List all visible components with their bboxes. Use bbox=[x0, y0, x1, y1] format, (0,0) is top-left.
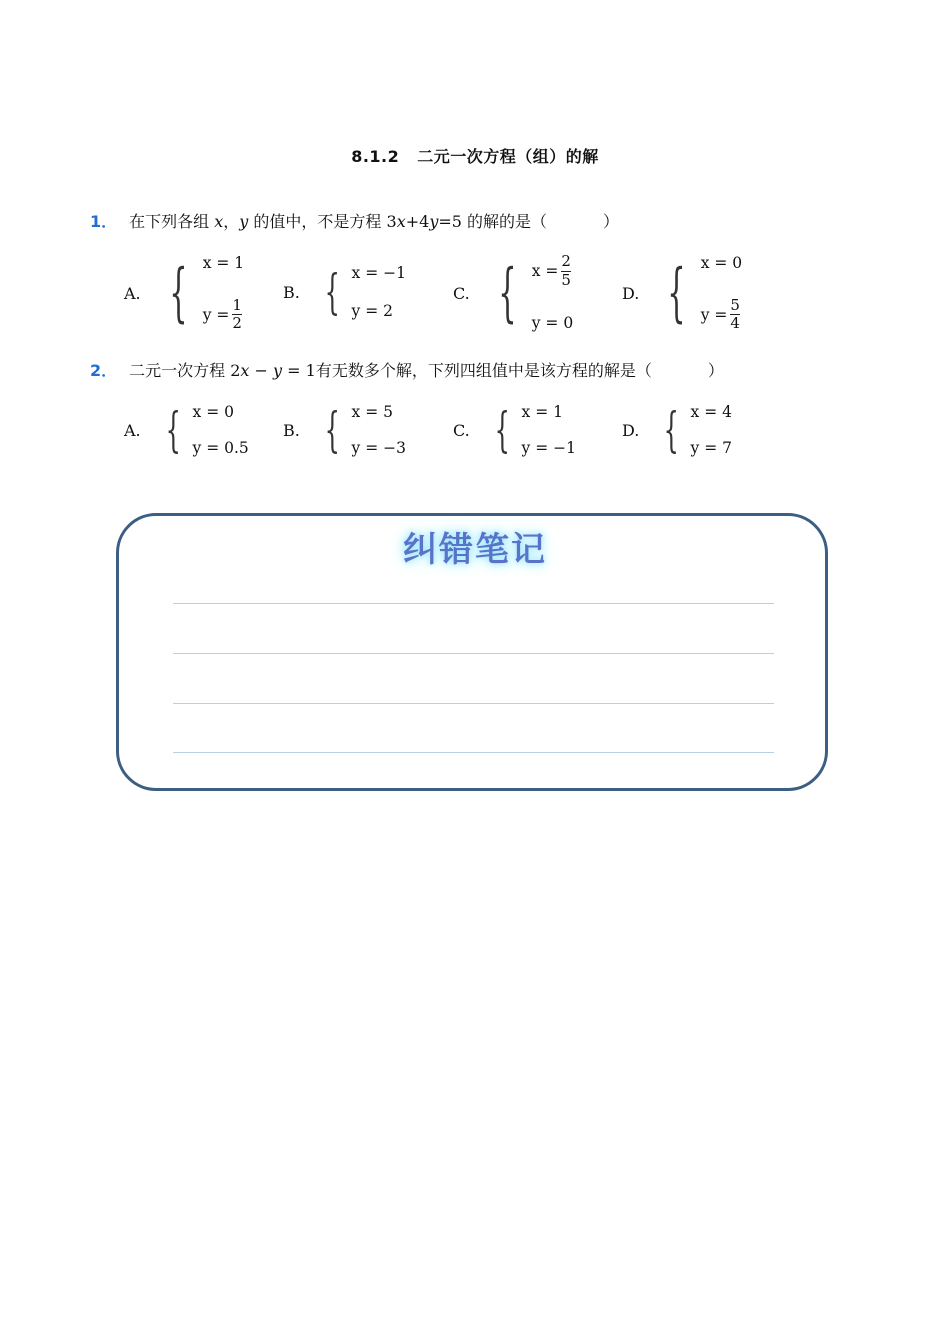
equation-row bbox=[522, 403, 576, 421]
q1-option-b[interactable] bbox=[283, 262, 406, 322]
option-label: D. bbox=[622, 283, 640, 303]
equation-system bbox=[532, 254, 573, 332]
brace-icon: { bbox=[498, 256, 517, 330]
correction-notes-title: 纠错笔记 bbox=[403, 530, 547, 570]
question-text: = 1有无数多个解，下列四组值中是该方程的解是（ bbox=[282, 361, 652, 380]
equation-text: y = bbox=[700, 305, 728, 324]
equation-text: y = 0 bbox=[531, 314, 574, 332]
equation-text: x = 0 bbox=[700, 254, 743, 272]
equation-system bbox=[193, 403, 249, 457]
note-line[interactable] bbox=[173, 603, 774, 604]
equation-row bbox=[202, 295, 244, 333]
question-text: 的值中，不是方程 3 bbox=[248, 212, 397, 231]
fraction bbox=[561, 254, 571, 289]
equation-text: x = 5 bbox=[351, 403, 393, 421]
question-text: =5 的解的是（ bbox=[438, 212, 548, 231]
question-text: 在下列各组 bbox=[129, 212, 215, 231]
question-text: +4 bbox=[405, 212, 430, 231]
equation-row bbox=[532, 254, 573, 289]
denominator: 5 bbox=[561, 270, 571, 289]
option-label: D. bbox=[622, 420, 640, 440]
equation-text: x = 1 bbox=[202, 254, 245, 272]
numerator: 5 bbox=[730, 295, 740, 314]
equation-text: x = −1 bbox=[351, 264, 406, 282]
option-label: B. bbox=[283, 420, 300, 440]
note-line[interactable] bbox=[173, 653, 774, 654]
equation-row bbox=[352, 403, 406, 421]
brace-icon: { bbox=[324, 402, 340, 458]
question-text: ） bbox=[707, 361, 724, 380]
option-label: A. bbox=[124, 420, 141, 440]
q2-option-a[interactable] bbox=[124, 402, 249, 458]
denominator: 4 bbox=[730, 314, 740, 333]
option-label: C. bbox=[453, 420, 470, 440]
equation-row bbox=[193, 439, 249, 457]
var-x: x bbox=[214, 212, 224, 231]
equation-row bbox=[532, 314, 573, 332]
question-number: 2． bbox=[90, 361, 118, 380]
equation-row bbox=[352, 302, 406, 320]
var-y: y bbox=[239, 212, 249, 231]
q1-option-c[interactable] bbox=[453, 254, 573, 332]
equation-system bbox=[352, 264, 406, 320]
equation-row bbox=[701, 254, 742, 272]
equation-system bbox=[203, 254, 244, 332]
equation-text: y = −3 bbox=[351, 439, 406, 457]
equation-row bbox=[700, 295, 742, 333]
option-label: B. bbox=[283, 282, 300, 302]
option-label: A. bbox=[124, 283, 141, 303]
equation-text: x = bbox=[531, 262, 559, 281]
equation-system bbox=[691, 403, 732, 457]
section-number: 8.1.2 bbox=[351, 147, 400, 166]
equation-system bbox=[352, 403, 406, 457]
brace-icon: { bbox=[667, 256, 686, 330]
brace-icon: { bbox=[324, 264, 340, 320]
equation-text: y = 0.5 bbox=[192, 439, 249, 457]
question-text: 二元一次方程 2 bbox=[129, 361, 241, 380]
denominator: 2 bbox=[232, 314, 242, 333]
equation-row bbox=[352, 264, 406, 282]
equation-row bbox=[203, 254, 244, 272]
equation-system bbox=[522, 403, 576, 457]
equation-text: y = 7 bbox=[690, 439, 733, 457]
question-number: 1． bbox=[90, 212, 118, 231]
page-title bbox=[0, 144, 950, 167]
equation-row bbox=[352, 439, 406, 457]
q2-option-c[interactable] bbox=[453, 402, 576, 458]
fraction bbox=[232, 295, 242, 333]
equation-text: y = bbox=[202, 305, 230, 324]
var-y: y bbox=[429, 212, 439, 231]
note-line[interactable] bbox=[173, 703, 774, 704]
equation-row bbox=[522, 439, 576, 457]
question-1 bbox=[90, 209, 619, 232]
question-text: − bbox=[249, 361, 274, 380]
var-x: x bbox=[240, 361, 250, 380]
q1-option-a[interactable] bbox=[124, 254, 244, 332]
equation-text: x = 1 bbox=[521, 403, 563, 421]
question-text: ） bbox=[603, 212, 620, 231]
equation-system bbox=[701, 254, 742, 332]
brace-icon: { bbox=[169, 256, 188, 330]
numerator: 1 bbox=[232, 295, 242, 314]
equation-row bbox=[691, 403, 732, 421]
question-text: ， bbox=[223, 212, 240, 231]
equation-row bbox=[193, 403, 249, 421]
option-label: C. bbox=[453, 283, 470, 303]
note-line[interactable] bbox=[173, 752, 774, 753]
question-2 bbox=[90, 358, 724, 381]
brace-icon: { bbox=[663, 402, 679, 458]
equation-row bbox=[691, 439, 732, 457]
brace-icon: { bbox=[494, 402, 510, 458]
equation-text: y = −1 bbox=[521, 439, 576, 457]
equation-text: y = 2 bbox=[351, 302, 394, 320]
var-y: y bbox=[273, 361, 283, 380]
numerator: 2 bbox=[561, 252, 571, 270]
q2-option-d[interactable] bbox=[622, 402, 732, 458]
equation-text: x = 0 bbox=[192, 403, 234, 421]
section-title: 二元一次方程（组）的解 bbox=[417, 147, 599, 166]
var-x: x bbox=[396, 212, 406, 231]
fraction bbox=[730, 295, 740, 333]
q1-option-d[interactable] bbox=[622, 254, 742, 332]
q2-option-b[interactable] bbox=[283, 402, 406, 458]
brace-icon: { bbox=[165, 402, 181, 458]
equation-text: x = 4 bbox=[690, 403, 732, 421]
